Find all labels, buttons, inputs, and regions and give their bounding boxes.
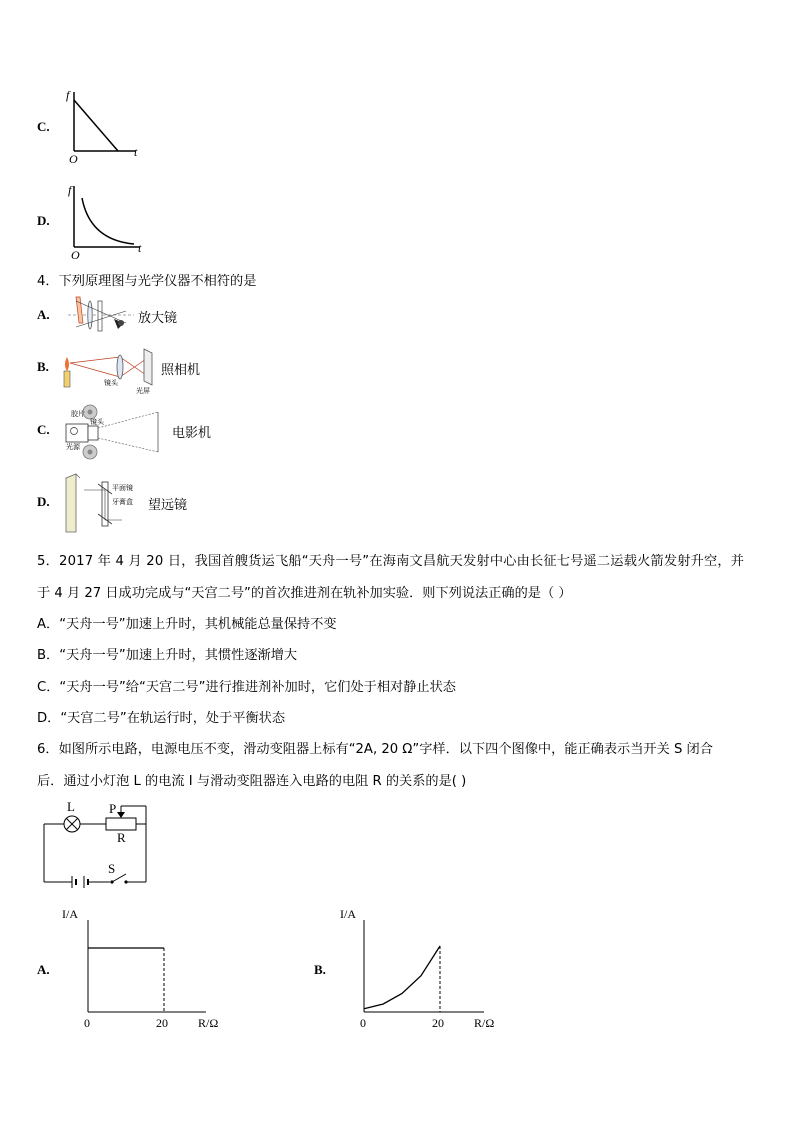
q4-option-b-label: B.: [37, 359, 49, 374]
y-axis-label: f: [66, 88, 70, 102]
y-axis-label: I/A: [340, 907, 356, 921]
data-curve: [364, 946, 440, 1009]
x-axis-label: t: [134, 145, 138, 159]
q6-stem-line2: 后．通过小灯泡 L 的电流 I 与滑动变阻器连入电路的电阻 R 的关系的是( ): [37, 774, 467, 789]
diagram-label: 平面镜: [112, 484, 133, 492]
q4-option-a-instrument: 放大镜: [138, 311, 178, 326]
q4-stem: 4．下列原理图与光学仪器不相符的是: [37, 274, 257, 289]
q5-stem-line2: 于 4 月 27 日成功完成与“天宫二号”的首次推进剂在轨补加实验．则下列说法正确的是（ ）: [37, 586, 572, 601]
q4-option-c-label: C.: [37, 422, 50, 437]
q4-option-d-label: D.: [37, 494, 50, 509]
q4-option-a-label: A.: [37, 307, 50, 322]
diagram-label: 牙膏盒: [112, 498, 133, 506]
x-tick-label: 20: [156, 1016, 168, 1030]
diagram-label: 胶片: [71, 410, 85, 418]
origin-label: O: [69, 152, 78, 166]
q6-option-b-chart: [338, 906, 508, 1034]
q4-option-c-instrument: 电影机: [172, 426, 212, 441]
x-axis-label: R/Ω: [474, 1016, 495, 1030]
q5-option-d: D．“天宫二号”在轨运行时，处于平衡状态: [37, 711, 286, 726]
q6-option-a-chart: [60, 906, 230, 1034]
origin-label: 0: [360, 1016, 366, 1030]
y-axis-label: I/A: [62, 907, 78, 921]
q6-option-b-label: B.: [314, 962, 326, 977]
decay-curve: [82, 198, 134, 244]
q5-option-b: B．“天舟一号”加速上升时，其惯性逐渐增大: [37, 648, 298, 663]
q5-option-c: C．“天舟一号”给“天宫二号”进行推进剂补加时，它们处于相对静止状态: [37, 680, 456, 695]
q4-option-b-instrument: 照相机: [161, 363, 201, 378]
diagram-label: 光源: [66, 443, 80, 451]
projector-diagram: [62, 402, 174, 464]
camera-diagram: [60, 345, 160, 397]
magnifier-diagram: [66, 293, 136, 337]
x-axis-label: R/Ω: [198, 1016, 219, 1030]
slider-label: P: [109, 801, 117, 816]
decreasing-line: [74, 100, 118, 151]
origin-label: 0: [84, 1016, 90, 1030]
y-axis-label: f: [68, 183, 72, 197]
x-tick-label: 20: [432, 1016, 444, 1030]
origin-label: O: [71, 248, 80, 262]
diagram-label: 镜头: [104, 379, 118, 387]
q3-option-c-graph: [60, 86, 150, 166]
q5-stem-line1: 5．2017 年 4 月 20 日，我国首艘货运飞船“天舟一号”在海南文昌航天发射中心由长征七号遥二运载火箭发射升空，并: [37, 554, 745, 569]
q6-stem-line1: 6．如图所示电路，电源电压不变，滑动变阻器上标有“2A, 20 Ω”字样．以下四个图像中，能正确表示当开关 S 闭合: [37, 742, 713, 757]
rheostat-icon: [106, 818, 136, 830]
q6-circuit-diagram: [36, 796, 158, 890]
q4-option-d-instrument: 望远镜: [148, 498, 188, 513]
q3-option-d-label: D.: [37, 213, 50, 228]
q3-option-d-graph: [60, 180, 150, 262]
switch-label: S: [108, 861, 116, 876]
x-axis-label: t: [138, 241, 142, 255]
q5-option-a: A．“天舟一号”加速上升时，其机械能总量保持不变: [37, 617, 337, 632]
diagram-label: 光屏: [136, 387, 150, 395]
lamp-label: L: [67, 799, 75, 814]
periscope-diagram: [62, 472, 146, 536]
resistor-label: R: [117, 830, 126, 845]
diagram-label: 镜头: [90, 418, 104, 426]
q6-option-a-label: A.: [37, 962, 50, 977]
q3-option-c-label: C.: [37, 119, 50, 134]
